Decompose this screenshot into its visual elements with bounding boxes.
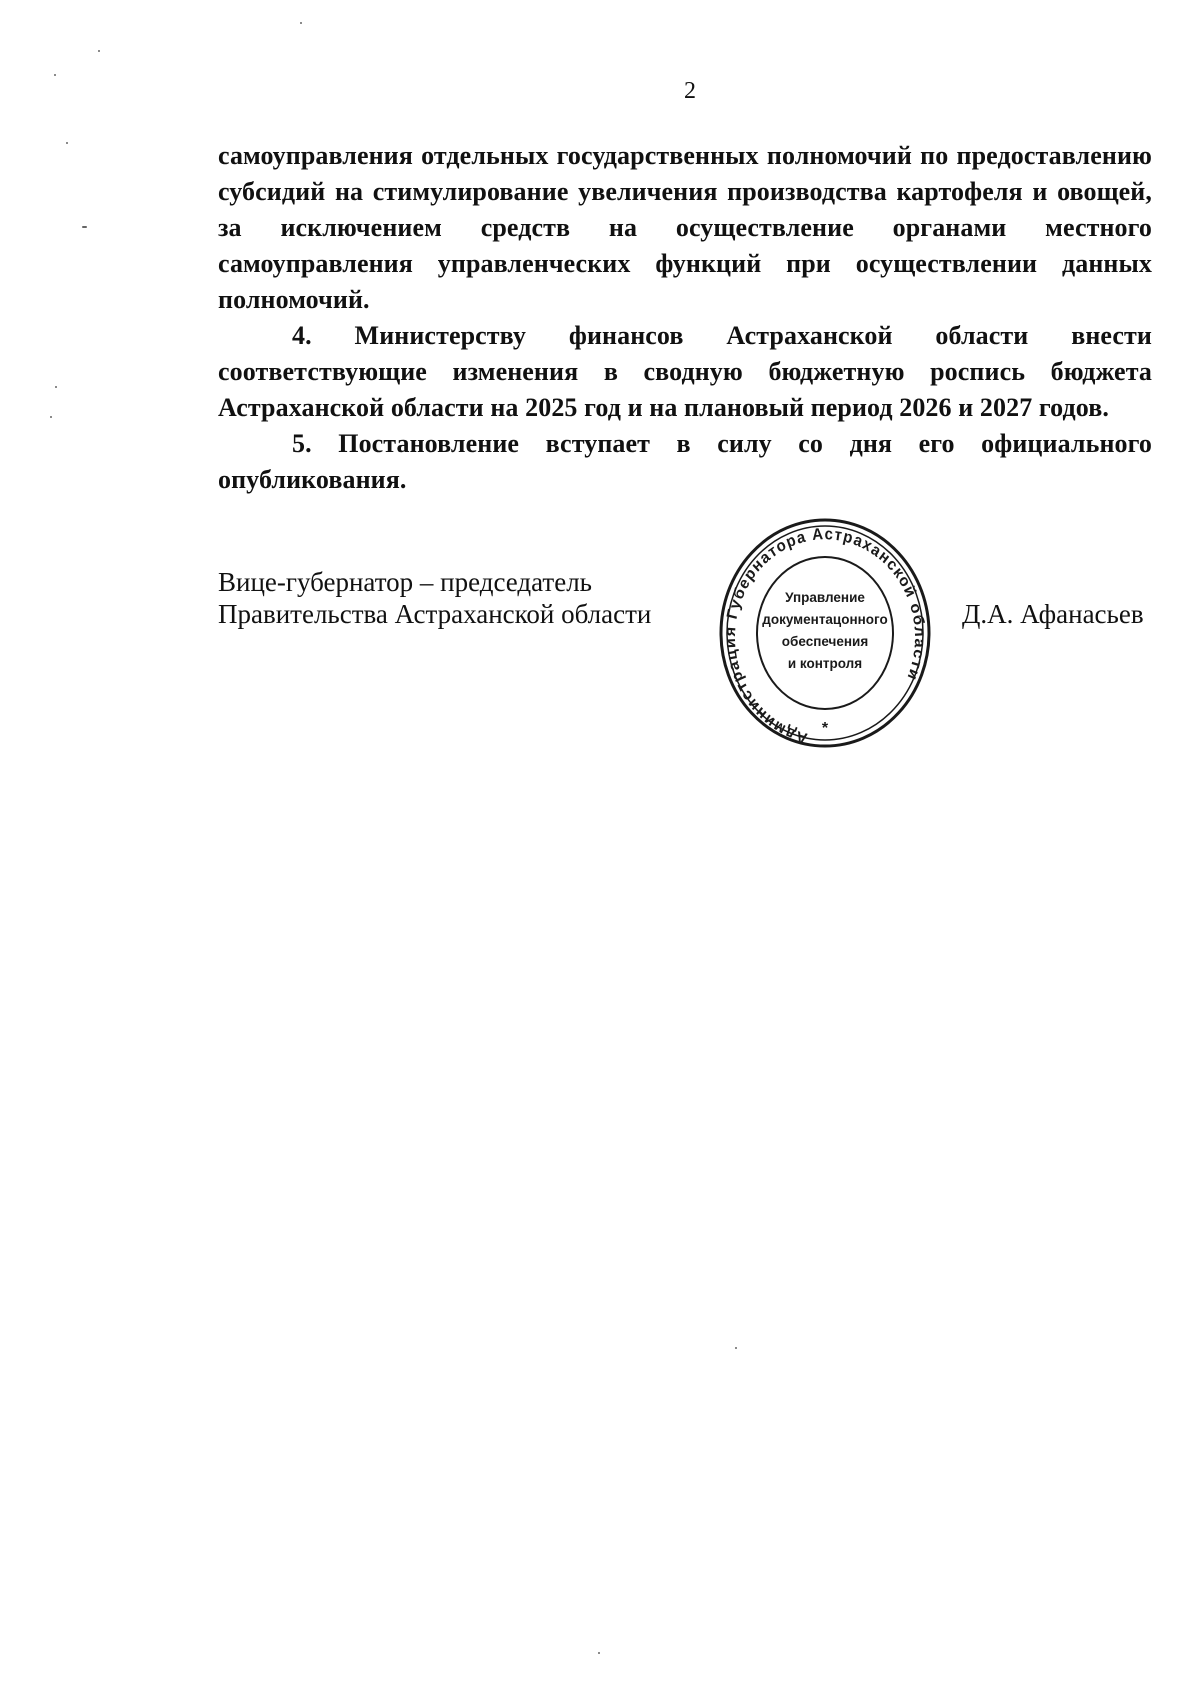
signatory-title-line2: Правительства Астраханской области — [218, 599, 652, 629]
official-seal — [718, 516, 932, 750]
seal-inner-line2: документацонного — [762, 612, 888, 627]
scan-speck — [66, 142, 68, 144]
scan-speck — [55, 386, 57, 388]
paragraph-item-5: 5. Постановление вступает в силу со дня его официального опубликования. — [218, 429, 1152, 494]
seal-inner-line1: Управление — [785, 590, 865, 605]
signatory-name: Д.А. Афанасьев — [962, 599, 1144, 629]
scan-speck — [54, 74, 56, 76]
scan-speck — [50, 416, 52, 418]
paragraph-item-4: 4. Министерству финансов Астраханской области внести соответствующие изменения в сводную бюджетную роспись бюджета Астраханской области на 2025 год и на плановый период 2026 и 2027 годов. — [218, 321, 1152, 422]
scan-speck — [300, 22, 302, 24]
page-number: 2 — [684, 78, 696, 104]
seal-outer-text: Администрация Губернатора Астраханской области — [722, 525, 928, 748]
seal-inner-line4: и контроля — [787, 656, 863, 671]
scan-speck — [735, 1347, 737, 1349]
seal-star: * — [821, 720, 829, 737]
scan-speck — [598, 1652, 600, 1654]
scan-speck — [98, 50, 100, 52]
seal-inner-line3: обеспечения — [781, 634, 869, 649]
scan-speck — [82, 226, 87, 228]
signatory-title — [218, 566, 651, 630]
body-text — [218, 138, 1152, 498]
signatory-title-line1: Вице-губернатор – председатель — [218, 567, 592, 597]
paragraph-continuation: самоуправления отдельных государственных полномочий по предоставлению субсидий на стимулирование увеличения производства картофеля и овощей, за исключением средств на осуществление органами местного самоуправления управленческих функций при осуществлении данных полномочий. — [218, 141, 1152, 314]
